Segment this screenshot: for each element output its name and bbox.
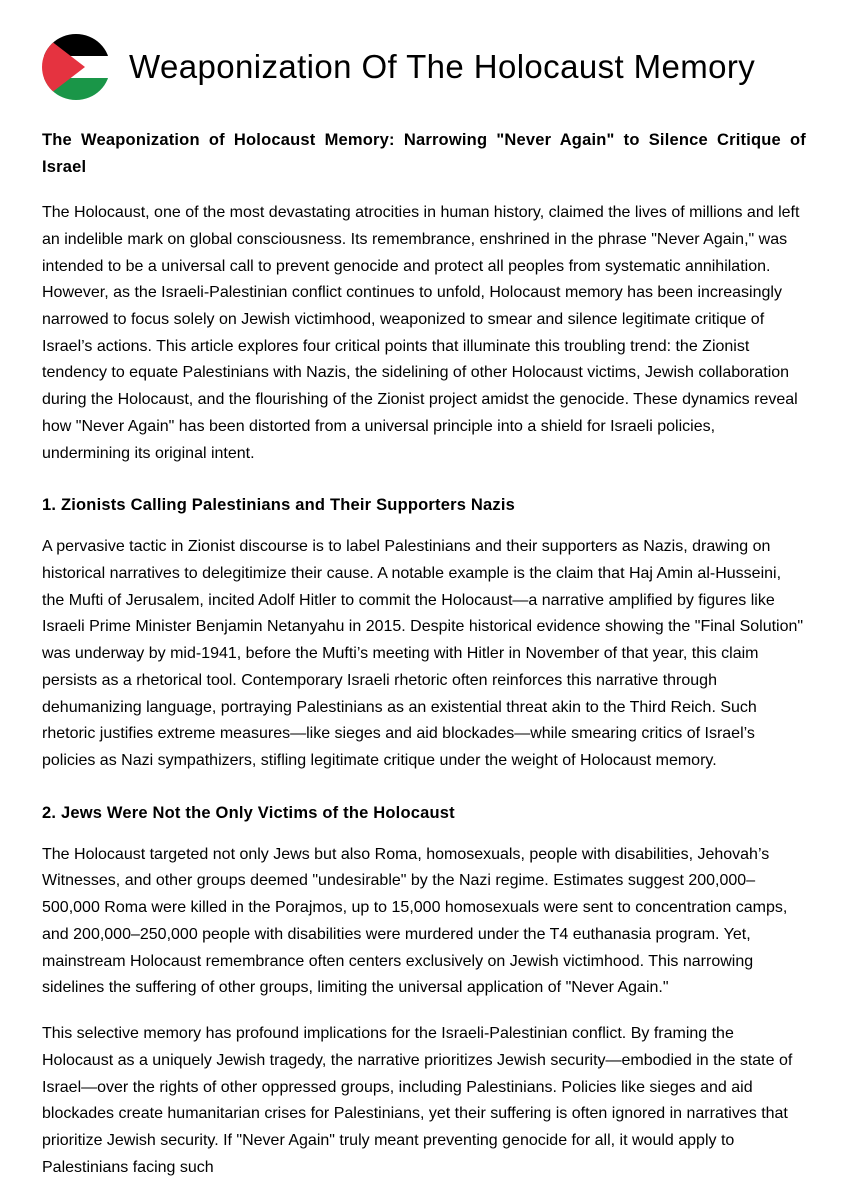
palestine-flag-icon [42,34,110,100]
article-header [42,34,806,100]
section-2-paragraph-2: This selective memory has profound implications for the Israeli-Palestinian conflict. By framing the Holocaust as a uniquely Jewish tragedy, the narrative prioritizes Jewish security—embodied in the state of Israel—over the rights of other oppressed groups, including Palestinians. Policies like sieges and aid blockades create humanitarian crises for Palestinians, yet their suffering is often ignored in narratives that prioritize Jewish security. If "Never Again" truly meant preventing genocide for all, it would apply to Palestinians facing such [42,1025,793,1176]
section-1-heading: 1. Zionists Calling Palestinians and Their Supporters Nazis [42,496,515,515]
page-title: Weaponization Of The Holocaust Memory [129,48,756,85]
section-1-paragraph: A pervasive tactic in Zionist discourse is to label Palestinians and their supporters as Nazis, drawing on historical narratives to delegitimize their cause. A notable example is the claim that Haj Amin al-Husseini, the Mufti of Jerusalem, incited Adolf Hitler to commit the Holocaust—a narrative amplified by figures like Israeli Prime Minister Benjamin Netanyahu in 2015. Despite historical evidence showing the "Final Solution" was underway by mid-1941, before the Mufti’s meeting with Hitler in November of that year, this claim persists as a rhetorical tool. Contemporary Israeli rhetoric often reinforces this narrative through dehumanizing language, portraying Palestinians as an existential threat akin to the Third Reich. Such rhetoric justifies extreme measures—like sieges and aid blockades—while smearing critics of Israel’s policies as Nazi sympathizers, stifling legitimate critique under the weight of Holocaust memory. [42,538,804,770]
article-body [42,127,806,1181]
section-2-heading: 2. Jews Were Not the Only Victims of the Holocaust [42,803,455,822]
section-2-paragraph-1: The Holocaust targeted not only Jews but also Roma, homosexuals, people with disabilities, Jehovah’s Witnesses, and other groups deemed "undesirable" by the Nazi regime. Estimates suggest 200,000–500,000 Roma were killed in the Porajmos, up to 15,000 homosexuals were sent to concentration camps, and 200,000–250,000 people with disabilities were murdered under the T4 euthanasia program. Yet, mainstream Holocaust remembrance often centers exclusively on Jewish victimhood. This narrowing sidelines the suffering of other groups, limiting the universal application of "Never Again." [42,845,788,997]
article-subtitle: The Weaponization of Holocaust Memory: Narrowing "Never Again" to Silence Critique of Israel [42,131,806,177]
intro-paragraph: The Holocaust, one of the most devastating atrocities in human history, claimed the lives of millions and left an indelible mark on global consciousness. Its remembrance, enshrined in the phrase "Never Again," was intended to be a universal call to prevent genocide and protect all peoples from systematic annihilation. However, as the Israeli-Palestinian conflict continues to unfold, Holocaust memory has been increasingly narrowed to focus solely on Jewish victimhood, weaponized to smear and silence legitimate critique of Israel’s actions. This article explores four critical points that illuminate this troubling trend: the Zionist tendency to equate Palestinians with Nazis, the sidelining of other Holocaust victims, Jewish collaboration during the Holocaust, and the flourishing of the Zionist project amidst the genocide. These dynamics reveal how "Never Again" has been distorted from a universal principle into a shield for Israeli policies, undermining its original intent. [42,204,800,462]
